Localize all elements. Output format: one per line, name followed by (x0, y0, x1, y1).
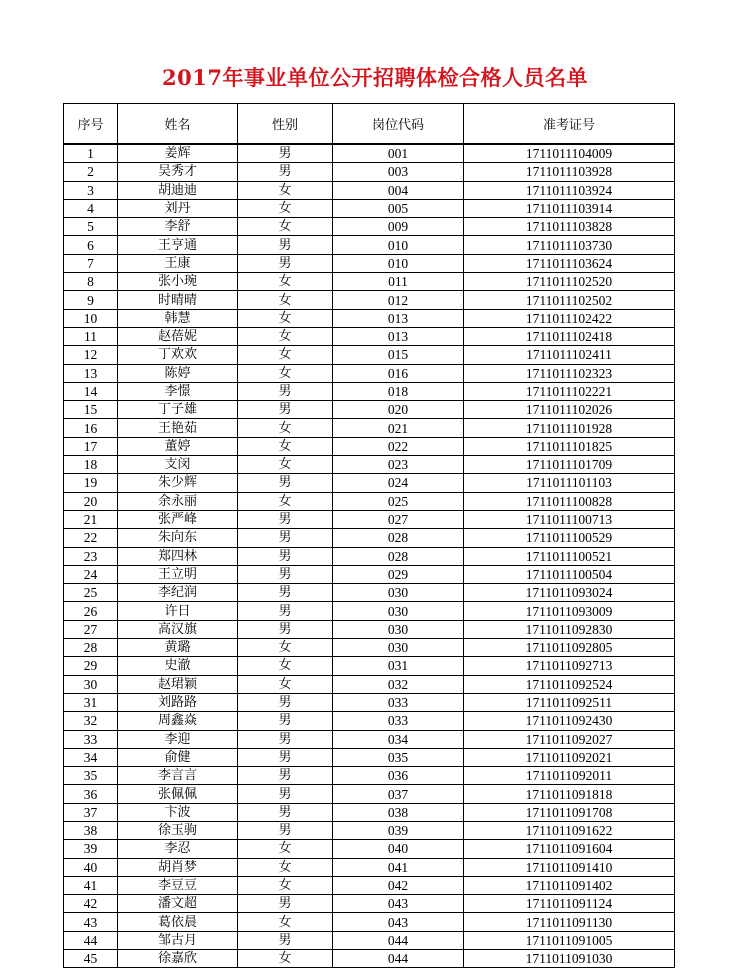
cell-post-code: 024 (333, 474, 464, 492)
cell-index: 41 (64, 876, 118, 894)
cell-gender: 女 (238, 218, 333, 236)
table-row (64, 950, 675, 968)
cell-post-code: 022 (333, 437, 464, 455)
cell-post-code: 012 (333, 291, 464, 309)
cell-index: 27 (64, 620, 118, 638)
cell-index: 30 (64, 675, 118, 693)
cell-name: 张严峰 (118, 510, 238, 528)
cell-exam-number: 1711011091402 (464, 876, 675, 894)
cell-gender: 男 (238, 529, 333, 547)
cell-name: 李言言 (118, 767, 238, 785)
cell-gender: 男 (238, 401, 333, 419)
cell-post-code: 029 (333, 565, 464, 583)
cell-gender: 男 (238, 382, 333, 400)
table-row (64, 474, 675, 492)
cell-exam-number: 1711011103928 (464, 163, 675, 181)
cell-post-code: 021 (333, 419, 464, 437)
table-row (64, 858, 675, 876)
cell-index: 16 (64, 419, 118, 437)
cell-post-code: 032 (333, 675, 464, 693)
cell-gender: 男 (238, 785, 333, 803)
table-row (64, 785, 675, 803)
cell-exam-number: 1711011102221 (464, 382, 675, 400)
cell-post-code: 018 (333, 382, 464, 400)
cell-exam-number: 1711011091818 (464, 785, 675, 803)
cell-post-code: 023 (333, 456, 464, 474)
cell-post-code: 033 (333, 712, 464, 730)
table-row (64, 163, 675, 181)
cell-exam-number: 1711011101103 (464, 474, 675, 492)
cell-name: 王立明 (118, 565, 238, 583)
cell-gender: 男 (238, 767, 333, 785)
table-row (64, 876, 675, 894)
table-row (64, 456, 675, 474)
cell-name: 董婷 (118, 437, 238, 455)
cell-gender: 女 (238, 309, 333, 327)
cell-gender: 男 (238, 602, 333, 620)
cell-name: 赵蓓妮 (118, 327, 238, 345)
cell-exam-number: 1711011103730 (464, 236, 675, 254)
cell-post-code: 035 (333, 748, 464, 766)
table-row (64, 639, 675, 657)
cell-name: 周鑫焱 (118, 712, 238, 730)
table-row (64, 273, 675, 291)
table-row (64, 931, 675, 949)
cell-name: 王艳茹 (118, 419, 238, 437)
cell-index: 14 (64, 382, 118, 400)
cell-gender: 女 (238, 327, 333, 345)
cell-name: 黄璐 (118, 639, 238, 657)
cell-exam-number: 1711011092524 (464, 675, 675, 693)
cell-gender: 男 (238, 730, 333, 748)
cell-exam-number: 1711011093009 (464, 602, 675, 620)
cell-name: 徐嘉欣 (118, 950, 238, 968)
cell-gender: 女 (238, 840, 333, 858)
cell-index: 38 (64, 821, 118, 839)
header-exam-number: 准考证号 (464, 104, 675, 145)
cell-name: 陈婷 (118, 364, 238, 382)
table-row (64, 437, 675, 455)
table-row (64, 821, 675, 839)
cell-exam-number: 1711011091708 (464, 803, 675, 821)
cell-post-code: 020 (333, 401, 464, 419)
cell-index: 1 (64, 144, 118, 163)
cell-exam-number: 1711011091410 (464, 858, 675, 876)
cell-index: 5 (64, 218, 118, 236)
table-row (64, 364, 675, 382)
cell-post-code: 028 (333, 529, 464, 547)
cell-index: 19 (64, 474, 118, 492)
cell-exam-number: 1711011092021 (464, 748, 675, 766)
table-row (64, 840, 675, 858)
cell-exam-number: 1711011101709 (464, 456, 675, 474)
cell-exam-number: 1711011102520 (464, 273, 675, 291)
cell-post-code: 043 (333, 895, 464, 913)
table-row (64, 602, 675, 620)
cell-exam-number: 1711011091622 (464, 821, 675, 839)
cell-gender: 女 (238, 950, 333, 968)
cell-exam-number: 1711011091030 (464, 950, 675, 968)
cell-index: 20 (64, 492, 118, 510)
cell-exam-number: 1711011103924 (464, 181, 675, 199)
cell-index: 31 (64, 693, 118, 711)
cell-gender: 男 (238, 254, 333, 272)
cell-post-code: 034 (333, 730, 464, 748)
table-row (64, 913, 675, 931)
cell-name: 许日 (118, 602, 238, 620)
cell-name: 李舒 (118, 218, 238, 236)
cell-gender: 女 (238, 437, 333, 455)
cell-post-code: 036 (333, 767, 464, 785)
cell-gender: 女 (238, 346, 333, 364)
cell-post-code: 044 (333, 950, 464, 968)
cell-gender: 男 (238, 584, 333, 602)
cell-gender: 男 (238, 474, 333, 492)
cell-gender: 女 (238, 675, 333, 693)
cell-post-code: 027 (333, 510, 464, 528)
cell-exam-number: 1711011100521 (464, 547, 675, 565)
table-row (64, 748, 675, 766)
cell-name: 李纪润 (118, 584, 238, 602)
cell-index: 12 (64, 346, 118, 364)
cell-name: 丁子雄 (118, 401, 238, 419)
cell-post-code: 016 (333, 364, 464, 382)
table-row (64, 382, 675, 400)
cell-exam-number: 1711011102502 (464, 291, 675, 309)
cell-index: 29 (64, 657, 118, 675)
table-row (64, 419, 675, 437)
table-row (64, 510, 675, 528)
cell-name: 李憬 (118, 382, 238, 400)
cell-post-code: 011 (333, 273, 464, 291)
cell-gender: 女 (238, 291, 333, 309)
cell-index: 34 (64, 748, 118, 766)
header-post-code: 岗位代码 (333, 104, 464, 145)
cell-exam-number: 1711011102422 (464, 309, 675, 327)
cell-gender: 男 (238, 565, 333, 583)
cell-index: 13 (64, 364, 118, 382)
cell-index: 26 (64, 602, 118, 620)
cell-name: 丁欢欢 (118, 346, 238, 364)
cell-exam-number: 1711011091604 (464, 840, 675, 858)
cell-post-code: 010 (333, 254, 464, 272)
cell-gender: 男 (238, 236, 333, 254)
cell-exam-number: 1711011091130 (464, 913, 675, 931)
cell-name: 卞波 (118, 803, 238, 821)
cell-exam-number: 1711011100504 (464, 565, 675, 583)
table-row (64, 401, 675, 419)
cell-name: 李迎 (118, 730, 238, 748)
cell-exam-number: 1711011092511 (464, 693, 675, 711)
cell-index: 35 (64, 767, 118, 785)
cell-exam-number: 1711011092830 (464, 620, 675, 638)
cell-gender: 男 (238, 803, 333, 821)
cell-gender: 男 (238, 821, 333, 839)
cell-index: 33 (64, 730, 118, 748)
table-row (64, 565, 675, 583)
cell-name: 韩慧 (118, 309, 238, 327)
cell-post-code: 025 (333, 492, 464, 510)
cell-gender: 男 (238, 620, 333, 638)
table-row (64, 803, 675, 821)
table-row (64, 767, 675, 785)
cell-exam-number: 1711011101928 (464, 419, 675, 437)
cell-name: 姜辉 (118, 144, 238, 163)
cell-gender: 女 (238, 639, 333, 657)
cell-exam-number: 1711011103624 (464, 254, 675, 272)
cell-exam-number: 1711011104009 (464, 144, 675, 163)
cell-gender: 女 (238, 273, 333, 291)
cell-name: 赵珺颖 (118, 675, 238, 693)
cell-index: 24 (64, 565, 118, 583)
table-row (64, 492, 675, 510)
cell-index: 32 (64, 712, 118, 730)
cell-exam-number: 1711011092430 (464, 712, 675, 730)
cell-exam-number: 1711011092805 (464, 639, 675, 657)
cell-gender: 女 (238, 199, 333, 217)
cell-index: 22 (64, 529, 118, 547)
table-header-row (64, 104, 675, 145)
cell-name: 余永丽 (118, 492, 238, 510)
cell-index: 18 (64, 456, 118, 474)
cell-name: 高汉旗 (118, 620, 238, 638)
cell-name: 李豆豆 (118, 876, 238, 894)
cell-post-code: 003 (333, 163, 464, 181)
page-title: 2017年事业单位公开招聘体检合格人员名单 (162, 65, 588, 90)
cell-index: 23 (64, 547, 118, 565)
cell-gender: 男 (238, 693, 333, 711)
cell-gender: 男 (238, 163, 333, 181)
cell-index: 15 (64, 401, 118, 419)
table-row (64, 199, 675, 217)
cell-name: 邹古月 (118, 931, 238, 949)
cell-index: 43 (64, 913, 118, 931)
cell-exam-number: 1711011102418 (464, 327, 675, 345)
cell-post-code: 030 (333, 602, 464, 620)
cell-name: 史澈 (118, 657, 238, 675)
cell-exam-number: 1711011102026 (464, 401, 675, 419)
cell-name: 朱向东 (118, 529, 238, 547)
cell-exam-number: 1711011103828 (464, 218, 675, 236)
cell-post-code: 030 (333, 584, 464, 602)
cell-name: 俞健 (118, 748, 238, 766)
cell-post-code: 031 (333, 657, 464, 675)
table-row (64, 620, 675, 638)
table-row (64, 693, 675, 711)
cell-index: 39 (64, 840, 118, 858)
cell-post-code: 030 (333, 639, 464, 657)
cell-post-code: 004 (333, 181, 464, 199)
cell-index: 42 (64, 895, 118, 913)
candidate-table (63, 103, 675, 968)
cell-name: 刘路路 (118, 693, 238, 711)
cell-name: 潘文超 (118, 895, 238, 913)
cell-post-code: 038 (333, 803, 464, 821)
cell-index: 11 (64, 327, 118, 345)
cell-gender: 女 (238, 876, 333, 894)
cell-index: 25 (64, 584, 118, 602)
cell-name: 李忍 (118, 840, 238, 858)
cell-post-code: 043 (333, 913, 464, 931)
table-row (64, 730, 675, 748)
table-row (64, 584, 675, 602)
cell-name: 王康 (118, 254, 238, 272)
cell-gender: 女 (238, 913, 333, 931)
cell-exam-number: 1711011092011 (464, 767, 675, 785)
cell-gender: 男 (238, 895, 333, 913)
cell-name: 刘丹 (118, 199, 238, 217)
cell-exam-number: 1711011091005 (464, 931, 675, 949)
cell-post-code: 010 (333, 236, 464, 254)
cell-index: 40 (64, 858, 118, 876)
cell-exam-number: 1711011091124 (464, 895, 675, 913)
cell-exam-number: 1711011100828 (464, 492, 675, 510)
cell-gender: 男 (238, 712, 333, 730)
cell-post-code: 044 (333, 931, 464, 949)
cell-exam-number: 1711011102323 (464, 364, 675, 382)
header-name: 姓名 (118, 104, 238, 145)
cell-post-code: 001 (333, 144, 464, 163)
cell-post-code: 015 (333, 346, 464, 364)
table-row (64, 144, 675, 163)
cell-name: 王亨通 (118, 236, 238, 254)
cell-gender: 女 (238, 858, 333, 876)
table-row (64, 657, 675, 675)
table-row (64, 327, 675, 345)
table-row (64, 291, 675, 309)
cell-name: 郑四林 (118, 547, 238, 565)
cell-post-code: 013 (333, 327, 464, 345)
cell-gender: 女 (238, 181, 333, 199)
cell-exam-number: 1711011101825 (464, 437, 675, 455)
cell-gender: 男 (238, 547, 333, 565)
cell-index: 21 (64, 510, 118, 528)
cell-index: 8 (64, 273, 118, 291)
table-row (64, 309, 675, 327)
cell-index: 10 (64, 309, 118, 327)
cell-post-code: 042 (333, 876, 464, 894)
cell-post-code: 028 (333, 547, 464, 565)
cell-name: 徐玉驹 (118, 821, 238, 839)
cell-index: 17 (64, 437, 118, 455)
cell-post-code: 030 (333, 620, 464, 638)
cell-name: 葛依晨 (118, 913, 238, 931)
cell-name: 支闵 (118, 456, 238, 474)
cell-post-code: 041 (333, 858, 464, 876)
cell-index: 2 (64, 163, 118, 181)
cell-exam-number: 1711011103914 (464, 199, 675, 217)
cell-exam-number: 1711011102411 (464, 346, 675, 364)
cell-post-code: 033 (333, 693, 464, 711)
cell-index: 36 (64, 785, 118, 803)
table-row (64, 254, 675, 272)
cell-name: 朱少辉 (118, 474, 238, 492)
cell-name: 胡迪迪 (118, 181, 238, 199)
header-index: 序号 (64, 104, 118, 145)
cell-name: 吴秀才 (118, 163, 238, 181)
cell-index: 3 (64, 181, 118, 199)
table-row (64, 181, 675, 199)
table-row (64, 236, 675, 254)
table-row (64, 346, 675, 364)
cell-gender: 男 (238, 144, 333, 163)
cell-gender: 女 (238, 492, 333, 510)
cell-post-code: 013 (333, 309, 464, 327)
table-row (64, 895, 675, 913)
table-row (64, 675, 675, 693)
cell-exam-number: 1711011092713 (464, 657, 675, 675)
table-row (64, 529, 675, 547)
cell-exam-number: 1711011093024 (464, 584, 675, 602)
cell-post-code: 009 (333, 218, 464, 236)
cell-index: 37 (64, 803, 118, 821)
cell-index: 45 (64, 950, 118, 968)
cell-index: 44 (64, 931, 118, 949)
cell-post-code: 037 (333, 785, 464, 803)
header-gender: 性别 (238, 104, 333, 145)
cell-gender: 女 (238, 657, 333, 675)
cell-gender: 男 (238, 748, 333, 766)
cell-index: 7 (64, 254, 118, 272)
table-row (64, 218, 675, 236)
cell-gender: 女 (238, 456, 333, 474)
cell-post-code: 039 (333, 821, 464, 839)
table-row (64, 712, 675, 730)
table-row (64, 547, 675, 565)
cell-name: 胡肖梦 (118, 858, 238, 876)
cell-index: 28 (64, 639, 118, 657)
cell-index: 4 (64, 199, 118, 217)
cell-post-code: 040 (333, 840, 464, 858)
cell-exam-number: 1711011100713 (464, 510, 675, 528)
cell-gender: 女 (238, 419, 333, 437)
cell-name: 张佩佩 (118, 785, 238, 803)
cell-post-code: 005 (333, 199, 464, 217)
cell-gender: 男 (238, 931, 333, 949)
cell-index: 9 (64, 291, 118, 309)
cell-exam-number: 1711011092027 (464, 730, 675, 748)
cell-name: 张小琬 (118, 273, 238, 291)
cell-name: 时晴晴 (118, 291, 238, 309)
cell-index: 6 (64, 236, 118, 254)
cell-gender: 女 (238, 364, 333, 382)
cell-gender: 男 (238, 510, 333, 528)
cell-exam-number: 1711011100529 (464, 529, 675, 547)
